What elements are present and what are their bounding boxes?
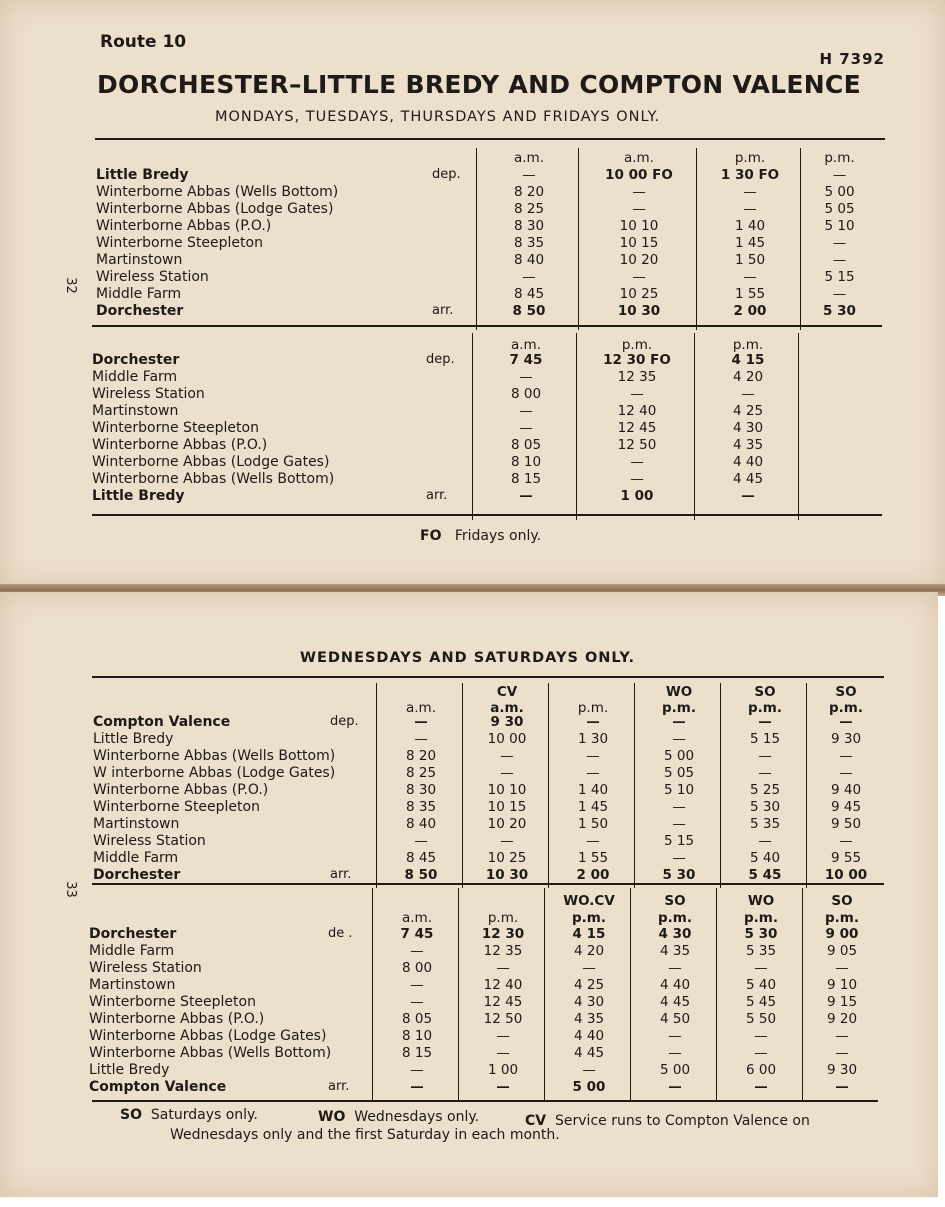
s1t1-top-rule: [95, 138, 885, 140]
s2t2-bottom-rule: [92, 1100, 878, 1102]
s1t1-arr-label: arr.: [432, 303, 454, 318]
s2t1-time-cell: —: [414, 731, 428, 747]
s1t1-stop-name: Wireless Station: [96, 269, 209, 285]
s1t2-col-divider: [472, 333, 473, 520]
s2t2-time-cell: 9 05: [826, 943, 858, 959]
s1t1-col-period: a.m.: [513, 150, 544, 166]
s2t1-time-cell: 5 45: [748, 867, 782, 883]
s1t2-time-cell: —: [741, 488, 755, 504]
s2t2-time-cell: 12 40: [483, 977, 523, 993]
s2t2-time-cell: —: [410, 943, 424, 959]
footnote-cv-continued: Wednesdays only and the first Saturday in each month.: [170, 1127, 560, 1143]
s1t1-time-cell: 5 05: [824, 201, 855, 217]
s1t1-time-cell: 10 00 FO: [605, 167, 673, 183]
s2t1-col-tag: CV: [496, 684, 518, 700]
s1t1-time-cell: 10 25: [619, 286, 659, 302]
footnote-wo: [318, 1109, 479, 1125]
s2t1-time-cell: —: [839, 833, 853, 849]
s2t1-stop-name: Winterborne Steepleton: [93, 799, 260, 815]
s1t1-time-cell: —: [743, 201, 757, 217]
s2t1-time-cell: —: [500, 748, 514, 764]
s2t1-time-cell: 8 30: [405, 782, 437, 798]
s2t2-time-cell: 8 15: [401, 1045, 433, 1061]
s1t1-time-cell: 1 45: [734, 235, 766, 251]
s1t2-time-cell: —: [519, 369, 533, 385]
s2t2-time-cell: 9 15: [826, 994, 858, 1010]
s2t2-time-cell: 9 30: [826, 1062, 858, 1078]
s2t2-stop-name: Winterborne Abbas (Lodge Gates): [89, 1028, 327, 1044]
s1t1-time-cell: 1 55: [734, 286, 766, 302]
s2t1-col-period: p.m.: [748, 700, 782, 716]
s1t2-time-cell: 1 00: [620, 488, 654, 504]
s2t1-col-period: a.m.: [490, 700, 524, 716]
s2t2-time-cell: —: [496, 1079, 510, 1095]
s2t2-time-cell: 12 45: [483, 994, 523, 1010]
s1t2-stop-name: Wireless Station: [92, 386, 205, 402]
s2t1-col-tag: WO: [665, 684, 693, 700]
s2t2-col-period: p.m.: [658, 910, 692, 926]
s1t1-time-cell: —: [522, 269, 536, 285]
s1t2-bottom-rule: [92, 514, 882, 516]
s2t2-time-cell: —: [410, 1062, 424, 1078]
s1t1-time-cell: 5 10: [824, 218, 855, 234]
s2t2-time-cell: —: [668, 960, 682, 976]
s2t1-col-tag: SO: [754, 684, 776, 700]
s2t1-stop-name: Winterborne Abbas (P.O.): [93, 782, 269, 798]
s2t2-stop-name: Martinstown: [89, 977, 176, 993]
s2t1-time-cell: 8 20: [405, 748, 437, 764]
s2t1-col-period: p.m.: [829, 700, 863, 716]
s1t1-time-cell: 5 15: [824, 269, 855, 285]
s2t1-time-cell: —: [586, 765, 600, 781]
route-label: Route 10: [100, 32, 187, 52]
s2t2-stop-name: Winterborne Abbas (Wells Bottom): [89, 1045, 332, 1061]
s2t2-col-divider: [372, 888, 373, 1102]
s2t1-col-divider: [376, 683, 377, 888]
s2t2-time-cell: —: [835, 1045, 849, 1061]
s2t1-time-cell: —: [414, 833, 428, 849]
s2t1-col-period: a.m.: [405, 700, 436, 716]
s2t2-time-cell: —: [496, 1045, 510, 1061]
s2t2-time-cell: 4 40: [573, 1028, 605, 1044]
s1t1-time-cell: —: [832, 167, 847, 183]
s2t1-time-cell: —: [586, 833, 600, 849]
s2t1-time-cell: —: [758, 765, 772, 781]
s1t1-time-cell: 8 45: [513, 286, 545, 302]
s2t1-time-cell: —: [500, 765, 514, 781]
s2t2-time-cell: —: [410, 1079, 424, 1095]
s2t1-time-cell: —: [672, 714, 686, 730]
s2t1-time-cell: 9 55: [830, 850, 862, 866]
s2t1-time-cell: —: [839, 765, 853, 781]
s1t1-time-cell: 1 50: [734, 252, 766, 268]
s1t1-time-cell: 5 30: [823, 303, 856, 319]
s2t2-time-cell: 8 00: [401, 960, 433, 976]
s2t1-time-cell: —: [586, 748, 600, 764]
s2t1-time-cell: 10 00: [487, 731, 527, 747]
s1t1-time-cell: 8 50: [512, 303, 546, 319]
s2t1-time-cell: 1 50: [577, 816, 609, 832]
s1t1-time-cell: —: [632, 201, 646, 217]
s2t2-time-cell: 12 35: [483, 943, 523, 959]
s2t2-time-cell: 5 35: [745, 943, 777, 959]
s2t2-time-cell: —: [496, 1028, 510, 1044]
s1t2-time-cell: —: [519, 420, 533, 436]
s2t2-col-period: a.m.: [401, 910, 432, 926]
s2t2-time-cell: —: [754, 960, 768, 976]
timetable-title: DORCHESTER–LITTLE BREDY AND COMPTON VALENCE: [97, 70, 861, 99]
s2t1-dep-label: dep.: [330, 714, 359, 729]
s2t2-time-cell: 5 00: [572, 1079, 606, 1095]
s1t2-time-cell: 4 30: [732, 420, 764, 436]
s2t2-time-cell: —: [835, 1028, 849, 1044]
s2t2-time-cell: 9 20: [826, 1011, 858, 1027]
s2t2-time-cell: 8 05: [401, 1011, 433, 1027]
s2t1-arr-label: arr.: [330, 867, 352, 882]
s1t1-time-cell: —: [632, 269, 646, 285]
s1t1-stop-name: Martinstown: [96, 252, 183, 268]
s2t2-time-cell: —: [754, 1045, 768, 1061]
s2t2-stop-name: Dorchester: [89, 926, 177, 942]
s2t1-time-cell: —: [500, 833, 514, 849]
s2t1-time-cell: —: [839, 748, 853, 764]
s2t2-time-cell: 6 00: [745, 1062, 777, 1078]
s2t1-time-cell: 2 00: [576, 867, 610, 883]
s1t2-time-cell: 12 45: [617, 420, 657, 436]
s2t1-top-rule: [92, 676, 884, 678]
s1t1-stop-name: Winterborne Abbas (Lodge Gates): [96, 201, 334, 217]
s1t2-stop-name: Middle Farm: [92, 369, 178, 385]
s1t1-col-period: p.m.: [824, 150, 855, 166]
s1t2-time-cell: 12 30 FO: [603, 352, 671, 368]
s1t1-time-cell: 5 00: [824, 184, 855, 200]
s2t1-stop-name: Wireless Station: [93, 833, 206, 849]
s2t2-time-cell: 4 35: [659, 943, 691, 959]
section2-heading: WEDNESDAYS AND SATURDAYS ONLY.: [300, 650, 636, 666]
s1t2-time-cell: 12 35: [617, 369, 657, 385]
footnote-fo-key: FO: [420, 528, 442, 544]
s2t2-col-tag: SO: [831, 893, 853, 909]
s2t1-time-cell: 5 30: [662, 867, 696, 883]
s1t2-col-period: a.m.: [510, 337, 541, 353]
s2t2-col-period: p.m.: [572, 910, 606, 926]
s2t2-stop-name: Middle Farm: [89, 943, 175, 959]
s1t1-time-cell: —: [832, 286, 847, 302]
s2t2-time-cell: 4 20: [573, 943, 605, 959]
s2t1-time-cell: —: [586, 714, 600, 730]
s1t1-time-cell: 10 15: [619, 235, 659, 251]
s2t1-col-tag: SO: [835, 684, 857, 700]
s2t1-time-cell: 5 30: [749, 799, 781, 815]
s2t2-time-cell: 7 45: [400, 926, 434, 942]
s2t1-time-cell: 1 45: [577, 799, 609, 815]
s1t2-dep-label: dep.: [426, 352, 455, 367]
s1t2-time-cell: 12 50: [617, 437, 657, 453]
s2t1-time-cell: 9 45: [830, 799, 862, 815]
s2t2-time-cell: 12 50: [483, 1011, 523, 1027]
s2t1-stop-name: Little Bredy: [93, 731, 174, 747]
s2t2-stop-name: Wireless Station: [89, 960, 202, 976]
s1t2-time-cell: 4 25: [732, 403, 764, 419]
s2t1-time-cell: 8 25: [405, 765, 437, 781]
s2t1-time-cell: —: [758, 833, 772, 849]
s2t2-time-cell: 9 00: [825, 926, 859, 942]
s2t1-time-cell: 1 30: [577, 731, 609, 747]
s2t1-stop-name: Martinstown: [93, 816, 180, 832]
s2t2-time-cell: —: [582, 1062, 596, 1078]
s1t1-col-divider: [476, 148, 477, 330]
s2t2-time-cell: —: [582, 960, 596, 976]
s2t2-time-cell: —: [410, 977, 424, 993]
s2t2-time-cell: —: [668, 1028, 682, 1044]
s1t1-time-cell: —: [743, 184, 757, 200]
s1t2-arr-label: arr.: [426, 488, 448, 503]
s2t2-dep-label: de .: [328, 926, 353, 941]
footnote-fo: [420, 528, 541, 544]
s1t2-time-cell: 12 40: [617, 403, 657, 419]
s2t2-time-cell: 4 30: [573, 994, 605, 1010]
footnote-cv-text: Service runs to Compton Valence on: [555, 1113, 810, 1129]
s1t2-time-cell: —: [519, 488, 533, 504]
s2t1-time-cell: —: [758, 714, 772, 730]
s2t2-col-period: p.m.: [744, 910, 778, 926]
s2t1-time-cell: 5 10: [663, 782, 695, 798]
s2t2-time-cell: —: [668, 1079, 682, 1095]
s1t2-stop-name: Dorchester: [92, 352, 180, 368]
s2t2-time-cell: 5 00: [659, 1062, 691, 1078]
s2t1-time-cell: 5 35: [749, 816, 781, 832]
s2t2-time-cell: 8 10: [401, 1028, 433, 1044]
s2t2-time-cell: 4 35: [573, 1011, 605, 1027]
s1t2-time-cell: 4 35: [732, 437, 764, 453]
page-number-32: 32: [62, 277, 78, 294]
s2t1-stop-name: W interborne Abbas (Lodge Gates): [93, 765, 336, 781]
s2t1-time-cell: 10 25: [487, 850, 527, 866]
s2t1-time-cell: —: [672, 850, 686, 866]
s1t1-time-cell: 1 40: [734, 218, 766, 234]
timetable-code: H 7392: [819, 50, 885, 68]
s1t1-bottom-rule: [92, 325, 882, 327]
s1t2-time-cell: —: [630, 386, 644, 402]
s2t2-time-cell: 4 40: [659, 977, 691, 993]
s1t1-time-cell: —: [632, 184, 646, 200]
s2t1-time-cell: 10 30: [485, 867, 529, 883]
s2t2-time-cell: —: [835, 960, 849, 976]
s2t2-arr-label: arr.: [328, 1079, 350, 1094]
page-number-33: 33: [62, 881, 78, 898]
s1t1-time-cell: 8 30: [513, 218, 545, 234]
s2t1-time-cell: 1 55: [577, 850, 609, 866]
s1t1-stop-name: Winterborne Steepleton: [96, 235, 263, 251]
s1t1-time-cell: 8 40: [513, 252, 545, 268]
s1t1-dep-label: dep.: [432, 167, 461, 182]
s1t2-time-cell: 4 40: [732, 454, 764, 470]
s2t2-time-cell: 4 45: [573, 1045, 605, 1061]
s2t1-time-cell: 9 30: [490, 714, 524, 730]
s1t1-time-cell: —: [743, 269, 757, 285]
s2t1-time-cell: 5 15: [749, 731, 781, 747]
s1t2-col-period: p.m.: [621, 337, 653, 353]
s1t2-stop-name: Martinstown: [92, 403, 179, 419]
s2t1-time-cell: 5 25: [749, 782, 781, 798]
s2t2-col-period: p.m.: [487, 910, 519, 926]
s2t1-time-cell: 9 40: [830, 782, 862, 798]
s1t2-stop-name: Little Bredy: [92, 488, 185, 504]
s2t2-stop-name: Winterborne Abbas (P.O.): [89, 1011, 265, 1027]
s1t1-stop-name: Winterborne Abbas (P.O.): [96, 218, 272, 234]
s2t1-time-cell: 10 15: [487, 799, 527, 815]
s2t1-time-cell: —: [414, 714, 428, 730]
s2t2-time-cell: —: [496, 960, 510, 976]
s1t2-stop-name: Winterborne Abbas (Lodge Gates): [92, 454, 330, 470]
footnote-cv-key: CV: [525, 1113, 547, 1129]
s2t2-time-cell: 1 00: [487, 1062, 519, 1078]
s1t1-time-cell: 10 30: [617, 303, 661, 319]
s1t1-stop-name: Middle Farm: [96, 286, 182, 302]
s1t1-stop-name: Dorchester: [96, 303, 184, 319]
s2t2-time-cell: 5 30: [744, 926, 778, 942]
s2t2-col-tag: SO: [664, 893, 686, 909]
s1t2-stop-name: Winterborne Steepleton: [92, 420, 259, 436]
s1t2-time-cell: —: [630, 471, 644, 487]
s1t2-time-cell: 4 20: [732, 369, 764, 385]
s2t1-time-cell: —: [758, 748, 772, 764]
s2t2-col-period: p.m.: [825, 910, 859, 926]
s2t2-stop-name: Little Bredy: [89, 1062, 170, 1078]
s2t2-time-cell: —: [754, 1079, 768, 1095]
s1t2-time-cell: —: [519, 403, 533, 419]
s1t2-time-cell: 8 10: [510, 454, 542, 470]
s1t1-time-cell: 2 00: [733, 303, 767, 319]
s1t1-time-cell: 8 35: [513, 235, 545, 251]
s1t2-time-cell: —: [741, 386, 755, 402]
s1t2-time-cell: 8 05: [510, 437, 542, 453]
s1t2-time-cell: 4 15: [731, 352, 765, 368]
s2t1-col-period: p.m.: [577, 700, 609, 716]
s2t1-time-cell: 10 00: [824, 867, 868, 883]
s2t2-time-cell: 9 10: [826, 977, 858, 993]
s2t1-time-cell: 1 40: [577, 782, 609, 798]
s1t1-col-period: a.m.: [623, 150, 654, 166]
s1t1-time-cell: 8 25: [513, 201, 545, 217]
s2t2-stop-name: Winterborne Steepleton: [89, 994, 256, 1010]
footnote-so-text: Saturdays only.: [150, 1107, 258, 1123]
footnote-wo-key: WO: [318, 1109, 346, 1125]
s1t2-time-cell: 8 00: [510, 386, 542, 402]
section1-heading: MONDAYS, TUESDAYS, THURSDAYS AND FRIDAYS ONLY.: [215, 109, 661, 125]
s2t2-stop-name: Compton Valence: [89, 1079, 227, 1095]
s2t2-col-tag: WO: [747, 893, 775, 909]
s1t1-stop-name: Winterborne Abbas (Wells Bottom): [96, 184, 339, 200]
s1t1-time-cell: 8 20: [513, 184, 545, 200]
s2t2-time-cell: 4 25: [573, 977, 605, 993]
s1t2-stop-name: Winterborne Abbas (Wells Bottom): [92, 471, 335, 487]
s1t2-time-cell: 7 45: [509, 352, 543, 368]
footnote-so-key: SO: [120, 1107, 142, 1123]
s2t1-time-cell: 10 20: [487, 816, 527, 832]
s1t1-time-cell: 10 10: [619, 218, 659, 234]
s1t2-col-period: p.m.: [732, 337, 764, 353]
s2t1-time-cell: —: [672, 816, 686, 832]
s2t1-stop-name: Winterborne Abbas (Wells Bottom): [93, 748, 336, 764]
s2t2-time-cell: 4 15: [572, 926, 606, 942]
s2t2-time-cell: 5 50: [745, 1011, 777, 1027]
s2t1-stop-name: Compton Valence: [93, 714, 231, 730]
s2t1-time-cell: 5 00: [663, 748, 695, 764]
s1t2-stop-name: Winterborne Abbas (P.O.): [92, 437, 268, 453]
s1t1-time-cell: —: [832, 252, 847, 268]
footnote-cv: [525, 1113, 810, 1129]
s2t2-time-cell: 4 45: [659, 994, 691, 1010]
s1t1-time-cell: 1 30 FO: [720, 167, 780, 183]
s2t1-time-cell: 8 40: [405, 816, 437, 832]
s2t1-stop-name: Dorchester: [93, 867, 181, 883]
s2t1-time-cell: 9 50: [830, 816, 862, 832]
s2t1-stop-name: Middle Farm: [93, 850, 179, 866]
s2t1-col-period: p.m.: [662, 700, 696, 716]
s2t2-time-cell: 12 30: [481, 926, 525, 942]
s2t1-time-cell: —: [672, 799, 686, 815]
s2t2-time-cell: 5 40: [745, 977, 777, 993]
s1t2-time-cell: 8 15: [510, 471, 542, 487]
s1t2-time-cell: —: [630, 454, 644, 470]
footnote-wo-text: Wednesdays only.: [354, 1109, 480, 1125]
s2t1-time-cell: 8 50: [404, 867, 438, 883]
s2t2-time-cell: —: [668, 1045, 682, 1061]
s1t1-time-cell: 10 20: [619, 252, 659, 268]
s1t1-time-cell: —: [832, 235, 847, 251]
s1t1-stop-name: Little Bredy: [96, 167, 189, 183]
s1t2-time-cell: 4 45: [732, 471, 764, 487]
s2t2-time-cell: 4 30: [658, 926, 692, 942]
s2t2-time-cell: 4 50: [659, 1011, 691, 1027]
s2t1-time-cell: 9 30: [830, 731, 862, 747]
s2t1-time-cell: 5 15: [663, 833, 695, 849]
s2t1-time-cell: 8 35: [405, 799, 437, 815]
s2t1-time-cell: 5 05: [663, 765, 695, 781]
footnote-so: [120, 1107, 258, 1123]
s2t2-time-cell: —: [835, 1079, 849, 1095]
s2t2-time-cell: —: [754, 1028, 768, 1044]
s2t2-col-tag: WO.CV: [563, 893, 615, 909]
s1t1-time-cell: —: [522, 167, 536, 183]
s2t1-time-cell: 5 40: [749, 850, 781, 866]
s2t1-time-cell: 8 45: [405, 850, 437, 866]
s2t1-time-cell: —: [839, 714, 853, 730]
footnote-fo-text: Fridays only.: [454, 528, 542, 544]
s2t1-time-cell: 10 10: [487, 782, 527, 798]
s2t2-time-cell: —: [410, 994, 424, 1010]
s1t1-col-period: p.m.: [734, 150, 766, 166]
s2t1-time-cell: —: [672, 731, 686, 747]
s2t2-time-cell: 5 45: [745, 994, 777, 1010]
